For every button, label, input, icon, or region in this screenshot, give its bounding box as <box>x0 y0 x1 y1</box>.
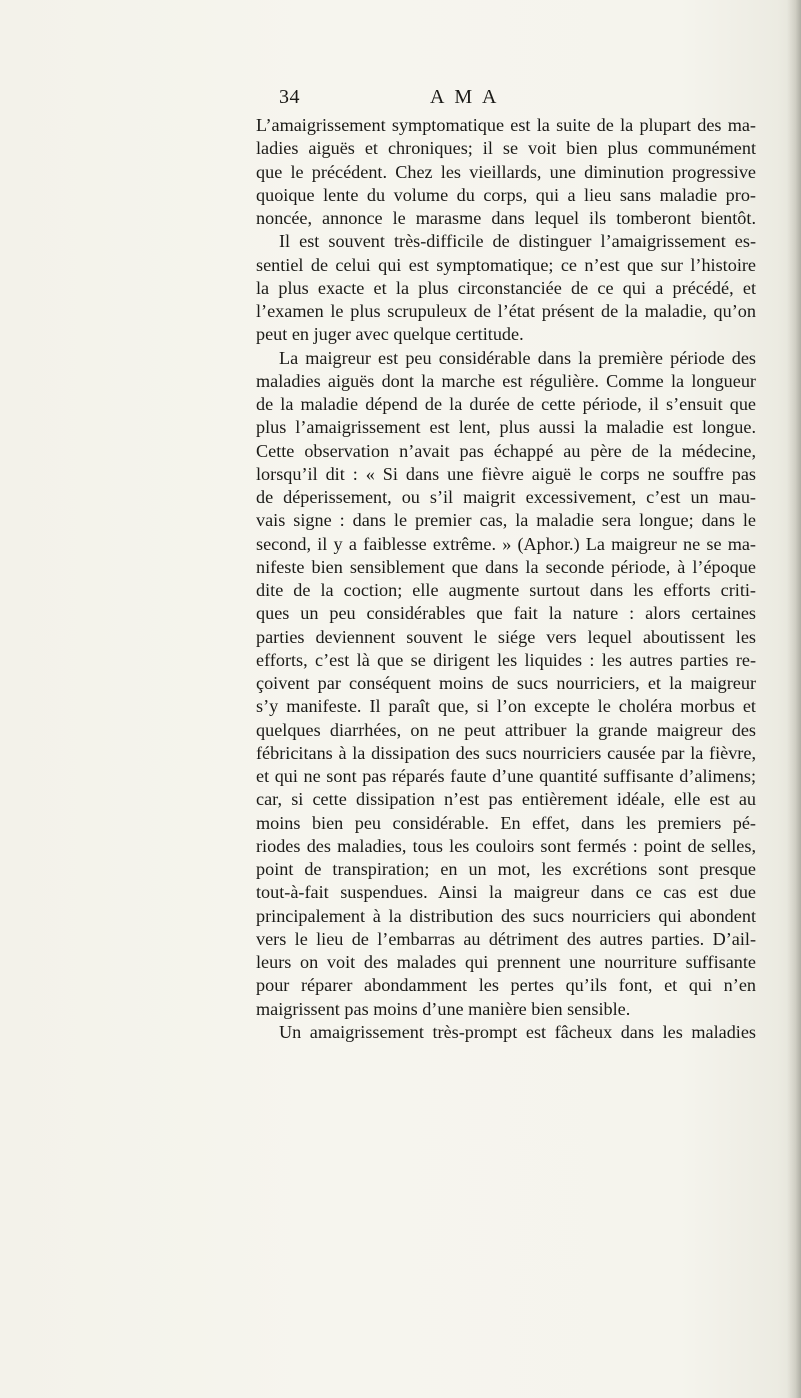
text-line: noncée, annonce le marasme dans lequel ils tomberont bientôt. <box>256 208 756 228</box>
text-line: point de transpiration; en un mot, les excrétions sont presque <box>256 859 756 879</box>
text-line: riodes des maladies, tous les couloirs sont fermés : point de selles, <box>256 835 756 856</box>
text-line: L’amaigrissement symptomatique est la suite de la plupart des ma- <box>256 115 756 135</box>
text-line: second, il y a faiblesse extrême. » (Aphor.) La maigreur ne se ma- <box>256 533 756 554</box>
text-line: lorsqu’il dit : « Si dans une fièvre aiguë le corps ne souffre pas <box>256 463 756 484</box>
text-line: que le précédent. Chez les vieillards, une diminution progressive <box>256 161 756 182</box>
text-line: fébricitans à la dissipation des sucs nourriciers causée par la fièvre, <box>256 742 756 763</box>
text-line: ladies aiguës et chroniques; il se voit bien plus communément <box>256 138 756 159</box>
text-line: sentiel de celui qui est symptomatique; ce n’est que sur l’histoire <box>256 254 756 275</box>
text-line: principalement à la distribution des sucs nourriciers qui abondent <box>256 905 756 926</box>
body-text <box>256 114 756 1044</box>
text-line: s’y manifeste. Il paraît que, si l’on excepte le choléra morbus et <box>256 696 756 717</box>
text-line: nifeste bien sensiblement que dans la seconde période, à l’époque <box>256 556 756 577</box>
text-line: leurs on voit des malades qui prennent une nourriture suffisante <box>256 952 756 972</box>
text-line: car, si cette dissipation n’est pas entièrement idéale, elle est au <box>256 789 756 810</box>
text-line: parties deviennent souvent le siége vers lequel aboutissent les <box>256 626 756 647</box>
text-line: pour réparer abondamment les pertes qu’ils font, et qui n’en <box>256 975 756 996</box>
text-line: quelques diarrhées, on ne peut attribuer la grande maigreur des <box>256 719 756 740</box>
text-line: plus l’amaigrissement est lent, plus aussi la maladie est longue. <box>256 417 756 438</box>
text-line: Il est souvent très-difficile de distinguer l’amaigrissement es- <box>279 231 756 252</box>
text-line: vais signe : dans le premier cas, la maladie sera longue; dans le <box>256 510 756 531</box>
text-line: quoique lente du volume du corps, qui a lieu sans maladie pro- <box>256 184 756 205</box>
page-number: 34 <box>279 86 300 108</box>
text-line: l’examen le plus scrupuleux de l’état présent de la maladie, qu’on <box>256 301 756 321</box>
text-line: maladies aiguës dont la marche est régulière. Comme la longueur <box>256 370 756 391</box>
page-edge-shadow <box>787 0 801 1398</box>
text-line: la plus exacte et la plus circonstanciée de ce qui a précédé, et <box>256 277 756 298</box>
text-line: maigrissent pas moins d’une manière bien sensible. <box>256 998 631 1019</box>
text-line: çoivent par conséquent moins de sucs nourriciers, et la maigreur <box>256 673 756 693</box>
text-line: vers le lieu de l’embarras au détriment des autres parties. D’ail- <box>256 928 756 949</box>
text-line: Un amaigrissement très-prompt est fâcheux dans les maladies <box>279 1021 756 1042</box>
text-line: La maigreur est peu considérable dans la première période des <box>279 347 756 368</box>
text-line: efforts, c’est là que se dirigent les liquides : les autres parties re- <box>256 649 756 670</box>
text-line: de déperissement, ou s’il maigrit excessivement, c’est un mau- <box>256 487 756 507</box>
text-line: et qui ne sont pas réparés faute d’une quantité suffisante d’alimens; <box>256 766 756 786</box>
text-line: dite de la coction; elle augmente surtout dans les efforts criti- <box>256 580 756 600</box>
text-line: ques un peu considérables que fait la nature : alors certaines <box>256 603 756 624</box>
running-title: A M A <box>430 86 500 108</box>
running-head <box>0 86 801 116</box>
text-line: peut en juger avec quelque certitude. <box>256 324 524 345</box>
text-line: moins bien peu considérable. En effet, dans les premiers pé- <box>256 812 756 833</box>
text-line: Cette observation n’avait pas échappé au père de la médecine, <box>256 440 756 461</box>
text-line: de la maladie dépend de la durée de cette période, il s’ensuit que <box>256 394 756 414</box>
text-line: tout-à-fait suspendues. Ainsi la maigreur dans ce cas est due <box>256 882 756 903</box>
